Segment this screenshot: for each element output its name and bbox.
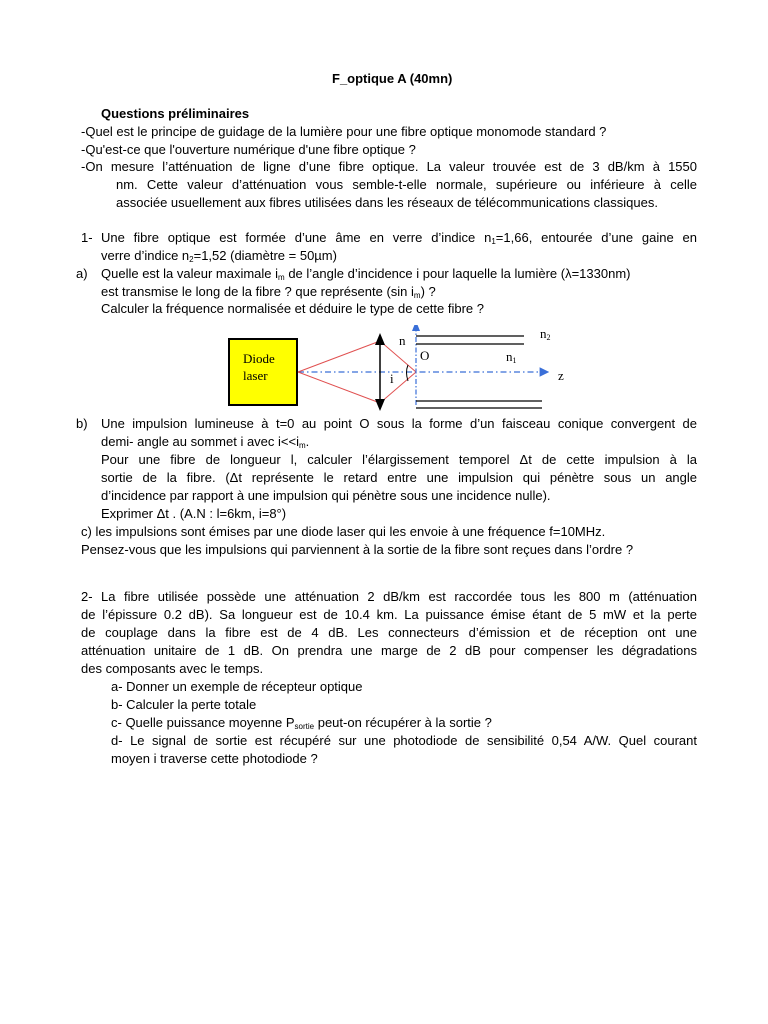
question-b-text-2b: .	[305, 434, 310, 449]
lens-arrow-bottom	[375, 399, 385, 411]
question-b-text-4: sortie de la fibre. (Δt représente le retard entre une impulsion qui pénètre sous un angle	[101, 470, 697, 485]
question-2-item-b	[111, 696, 256, 714]
label-n1	[506, 350, 517, 364]
question-1-sub-2: 2	[189, 255, 194, 264]
question-1-text-2b: =1,52 (diamètre = 50µm)	[193, 248, 337, 263]
label-n	[399, 334, 406, 348]
question-b-text-5: d’incidence par rapport à une impulsion qui pénètre sous une incidence nulle).	[101, 488, 551, 503]
question-1-line-2	[101, 247, 337, 265]
question-2-item-a-text: a- Donner un exemple de récepteur optique	[111, 679, 363, 694]
page-title	[332, 70, 452, 88]
question-2-line-2	[81, 606, 697, 624]
question-a-label	[76, 265, 88, 283]
prelim-heading-text: Questions préliminaires	[101, 106, 250, 121]
diode-label-line-1	[243, 352, 275, 366]
question-a-text-1a: Quelle est la valeur maximale i	[101, 266, 279, 281]
prelim-question-1	[81, 123, 606, 141]
question-a-text-2a: est transmise le long de la fibre ? que représente (sin i	[101, 284, 414, 299]
question-a-line-3	[101, 300, 484, 318]
question-2-text-5: des composants avec le temps.	[81, 661, 264, 676]
question-a-label-text: a)	[76, 266, 88, 281]
label-O-text: O	[420, 348, 430, 363]
diode-label-line-2	[243, 369, 268, 383]
question-a-text-2b: ) ?	[420, 284, 436, 299]
question-a-line-2	[101, 283, 436, 301]
prelim-question-3-text-3: associée usuellement aux fibres utilisées dans les réseaux de télécommunications classiques.	[116, 195, 658, 210]
label-z-text: z	[558, 368, 564, 383]
label-n2-base: n	[540, 326, 547, 341]
question-b-line-4	[101, 469, 697, 487]
label-z	[558, 369, 564, 383]
question-2-item-c-text-b: peut-on récupérer à la sortie ?	[314, 715, 492, 730]
label-n-text: n	[399, 333, 406, 348]
question-2-text-1: 2- La fibre utilisée possède une atténuation 2 dB/km est raccordée tous les 800 m (atténuation	[81, 589, 697, 604]
prelim-question-2	[81, 141, 416, 159]
question-2-item-d-line-1	[111, 732, 697, 750]
question-2-line-1	[81, 588, 697, 606]
question-b-text-3: Pour une fibre de longueur l, calculer l’élargissement temporel Δt de cette impulsion à la	[101, 452, 697, 467]
label-n1-sub: 1	[512, 356, 517, 365]
question-a-sub-1: m	[278, 273, 285, 282]
question-2-item-a	[111, 678, 363, 696]
normal-arrow	[412, 325, 420, 331]
question-2-item-d-text-2: moyen i traverse cette photodiode ?	[111, 751, 318, 766]
question-b-text-2a: demi- angle au sommet i avec i<<i	[101, 434, 299, 449]
question-1-line-1	[101, 229, 697, 247]
prelim-question-3-line-2	[116, 176, 697, 194]
question-2-line-5	[81, 660, 263, 678]
page-title-text: F_optique A (40mn)	[332, 71, 453, 86]
prelim-heading	[101, 105, 249, 123]
question-2-item-c-sub: sortie	[294, 722, 315, 731]
question-a-text-3: Calculer la fréquence normalisée et déduire le type de cette fibre ?	[101, 301, 484, 316]
question-c-line-2	[81, 541, 633, 559]
question-1-text-1a: Une fibre optique est formée d’une âme en verre d’indice n	[101, 230, 492, 245]
label-n2-sub: 2	[546, 333, 551, 342]
question-b-sub-2: m	[298, 441, 306, 450]
label-i-text: i	[390, 371, 394, 386]
question-2-item-c	[111, 714, 492, 732]
angle-arc	[407, 365, 409, 381]
diode-label-text-1: Diode	[243, 351, 275, 366]
question-a-line-1	[101, 265, 631, 283]
question-2-text-3: de couplage dans la fibre est de 4 dB. Les connecteurs d’émission et de réception ont une	[81, 625, 697, 640]
beam-ray-upper-in	[298, 341, 380, 372]
question-1-text-1b: =1,66, entourée d’une gaine en	[495, 230, 697, 245]
fiber-diagram	[226, 325, 586, 415]
question-2-item-d-text-1: d- Le signal de sortie est récupéré sur une photodiode de sensibilité 0,54 A/W. Quel courant	[111, 733, 697, 748]
question-b-line-5	[101, 487, 551, 505]
prelim-question-3-line-1	[81, 158, 697, 176]
question-a-text-1b: de l’angle d’incidence i pour laquelle la lumière (λ=1330nm)	[284, 266, 631, 281]
question-b-line-1	[101, 415, 697, 433]
label-O	[420, 349, 429, 363]
beam-ray-upper-out	[380, 341, 416, 372]
fiber-diagram-svg	[226, 325, 586, 415]
prelim-question-3-text-1: -On mesure l’atténuation de ligne d’une fibre optique. La valeur trouvée est de 3 dB/km à 1550	[81, 159, 697, 174]
prelim-question-2-text: -Qu'est-ce que l'ouverture numérique d'une fibre optique ?	[81, 142, 416, 157]
question-b-line-3	[101, 451, 697, 469]
question-c-text-1: c) les impulsions sont émises par une diode laser qui les envoie à une fréquence f=10MHz.	[81, 524, 606, 539]
question-b-line-6	[101, 505, 286, 523]
diode-label-text-2: laser	[243, 368, 268, 383]
question-b-line-2	[101, 433, 309, 451]
beam-ray-lower-out	[380, 372, 416, 403]
question-2-line-3	[81, 624, 697, 642]
question-1-number	[81, 229, 93, 247]
question-c-text-2: Pensez-vous que les impulsions qui parviennent à la sortie de la fibre sont reçues dans l’ordre ?	[81, 542, 634, 557]
question-b-text-1: Une impulsion lumineuse à t=0 au point O sous la forme d’un faisceau conique convergent de	[101, 416, 697, 431]
question-2-item-b-text: b- Calculer la perte totale	[111, 697, 257, 712]
question-2-item-d-line-2	[111, 750, 318, 768]
question-2-text-4: atténuation unitaire de 1 dB. On prendra une marge de 2 dB pour compenser les dégradations	[81, 643, 697, 658]
lens-arrow-top	[375, 333, 385, 345]
prelim-question-3-line-3	[116, 194, 681, 212]
question-a-sub-2: m	[413, 291, 421, 300]
question-b-text-6: Exprimer Δt . (A.N : l=6km, i=8°)	[101, 506, 287, 521]
beam-ray-lower-in	[298, 372, 380, 403]
label-n2	[540, 327, 551, 341]
question-b-label-text: b)	[76, 416, 88, 431]
question-2-line-4	[81, 642, 697, 660]
question-b-label	[76, 415, 88, 433]
question-2-text-2: de l’épissure 0.2 dB). Sa longueur est de 10.4 km. La puissance émise étant de 5 mW et la perte	[81, 607, 697, 622]
label-n1-base: n	[506, 349, 513, 364]
question-1-sub-1: 1	[491, 237, 496, 246]
prelim-question-3-text-2: nm. Cette valeur d’atténuation vous semble-t-elle normale, supérieure ou inférieure à celle	[116, 177, 697, 192]
label-i	[390, 372, 394, 386]
question-1-number-text: 1-	[81, 230, 93, 245]
question-2-item-c-text-a: c- Quelle puissance moyenne P	[111, 715, 295, 730]
question-1-text-2a: verre d’indice n	[101, 248, 190, 263]
question-c-line-1	[81, 523, 605, 541]
prelim-question-1-text: -Quel est le principe de guidage de la lumière pour une fibre optique monomode standard ?	[81, 124, 607, 139]
